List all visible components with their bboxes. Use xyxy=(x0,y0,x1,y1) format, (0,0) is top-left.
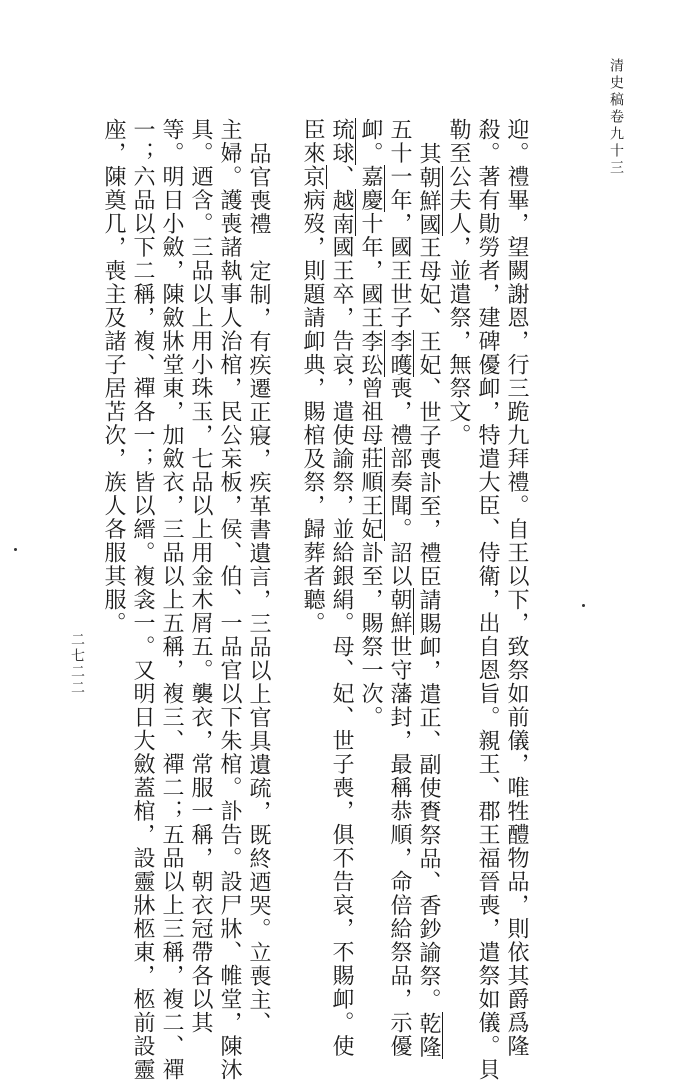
text-segment: 殺。著有勛勞者，建碑優卹，特遣大臣、侍衛，出自恩旨。親王、郡王福晉喪，遣祭如儀。貝 xyxy=(475,118,500,1082)
text-segment: 世守藩封，最稱恭順，命倍給祭品，示優 xyxy=(387,635,412,1058)
proper-noun: 朝鮮 xyxy=(387,588,412,635)
text-segment: 卹。 xyxy=(358,118,383,165)
text-column xyxy=(247,142,269,1035)
text-segment: 等。明日小斂，陳斂牀堂東，加斂衣，三品以上五稱，複三、禪二；五品以上三稱，複二、禪 xyxy=(159,118,184,1082)
text-segment: 臣來 xyxy=(300,118,325,165)
text-segment: 喪，禮部奏聞。詔以 xyxy=(387,376,412,588)
text-segment: 病歿，則題請卹典，賜棺及祭，歸葬者聽。 xyxy=(300,188,325,635)
stray-mark xyxy=(14,548,17,551)
text-column xyxy=(301,118,323,635)
text-column xyxy=(388,118,410,1058)
proper-noun: 朝鮮國 xyxy=(416,165,441,236)
text-column xyxy=(359,118,381,729)
page-number: 二七二二 xyxy=(69,632,85,696)
proper-noun: 京 xyxy=(300,165,325,189)
text-column xyxy=(476,118,498,1082)
text-segment: 迎。禮畢，望闕謝恩，行三跪九拜禮。自王以下，致祭如前儀，唯牲醴物品，則依其爵爲隆 xyxy=(504,118,529,1058)
text-column xyxy=(218,118,240,1082)
text-segment: 座，陳奠几，喪主及諸子居苫次，族人各服其服。 xyxy=(101,118,126,635)
proper-noun: 嘉慶 xyxy=(358,165,383,212)
text-segment: 主婦。護喪諸執事人治棺，民公杗板，侯、伯、一品官以下朱棺。訃告。設尸牀、帷堂，陳沐 xyxy=(217,118,242,1082)
text-segment: 其 xyxy=(416,142,441,166)
text-column xyxy=(417,142,439,1059)
text-segment: 曾祖母 xyxy=(358,376,383,447)
text-segment: 勒至公夫人，並遣祭，無祭文。 xyxy=(446,118,471,447)
text-segment: 五十一年，國王世子 xyxy=(387,118,412,330)
proper-noun: 琉球 xyxy=(329,118,354,165)
proper-noun: 乾隆 xyxy=(416,1011,441,1059)
proper-noun: 李㬦 xyxy=(387,329,412,377)
text-segment: 、 xyxy=(329,165,354,189)
proper-noun: 越南 xyxy=(329,188,354,236)
text-column xyxy=(330,118,352,1058)
text-segment: 十年，國王 xyxy=(358,212,383,330)
text-column xyxy=(160,118,182,1082)
text-segment: 品官喪禮 定制，有疾遷正寢，疾革書遺言，三品以上官具遺疏，既終迺哭。立喪主、 xyxy=(246,142,271,1035)
proper-noun: 李玜 xyxy=(358,329,383,377)
text-column xyxy=(505,118,527,1058)
text-segment: 國王卒，告哀，遣使諭祭，並給銀絹。母、妃、世子喪，俱不告哀，不賜卹。使 xyxy=(329,235,354,1058)
text-segment: 一；六品以下二稱，複、禪各一；皆以縉。複衾一。又明日大斂蓋棺，設靈牀柩東，柩前設靈 xyxy=(130,118,155,1082)
text-segment: 訃至，賜祭一次。 xyxy=(358,541,383,729)
text-column xyxy=(447,118,469,447)
text-segment: 王母妃、王妃、世子喪訃至，禮臣請賜卹，遣正、副使賚祭品、香鈔諭祭。 xyxy=(416,236,441,1012)
text-column xyxy=(189,118,211,1035)
proper-noun: 莊順王妃 xyxy=(358,447,383,541)
text-column xyxy=(102,118,124,635)
text-column xyxy=(131,118,153,1082)
running-header: 清史稿卷九十三 xyxy=(608,58,624,177)
text-segment: 具。迺含。三品以上用小珠玉，七品以上用金木屑五。襲衣，常服一稱，朝衣冠帶各以其 xyxy=(188,118,213,1035)
stray-mark xyxy=(582,604,585,607)
